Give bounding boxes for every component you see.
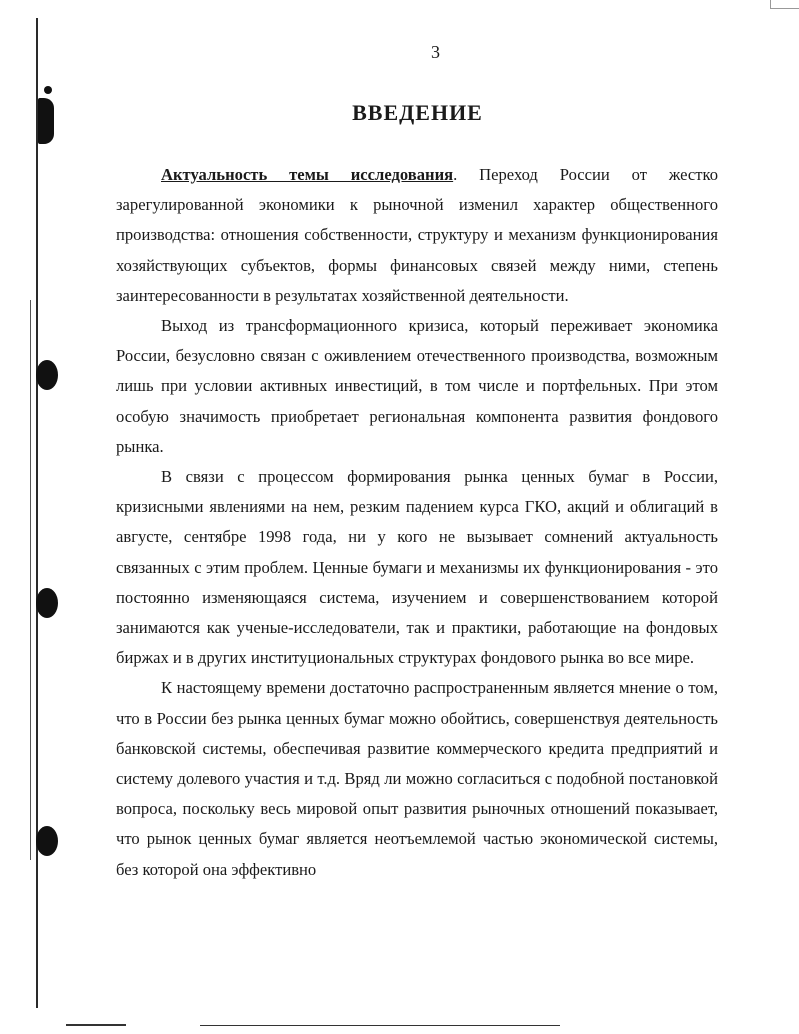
bottom-scan-rule (66, 1024, 126, 1026)
paragraph: К настоящему времени достаточно распространенным является мнение о том, что в России без рынка ценных бумаг можно обойтись, совершенствуя деятельность банковской системы, обеспечивая развитие коммерческого кредита предприятий и систему долевого участия и т.д. Вряд ли можно согласиться с подобной постановкой вопроса, поскольку весь мировой опыт развития рыночных отношений показывает, что рынок ценных бумаг является неотъемлемой частью экономической системы, без которой она эффективно (116, 678, 718, 879)
binding-edge-line (36, 18, 38, 1008)
binding-edge-line-secondary (30, 300, 31, 860)
paragraph (116, 160, 718, 311)
paragraph: В связи с процессом формирования рынка ценных бумаг в России, кризисными явлениями на нем, резким падением курса ГКО, акций и облигаций в августе, сентябре 1998 года, ни у кого не вызывает сомнений актуальность связанных с этим проблем. Ценные бумаги и механизмы их функционирования - это постоянно изменяющаяся система, изучением и совершенствованием которой занимаются как ученые-исследователи, так и практики, работающие на фондовых биржах и в других институциональных структурах фондового рынка во все мире. (116, 467, 718, 668)
bottom-scan-rule (200, 1025, 560, 1026)
binding-hole-small (44, 86, 52, 94)
body-text (116, 160, 718, 885)
paragraph-text: . Переход России от жестко зарегулированной экономики к рыночной изменил характер общественного производства: отношения собственности, структуру и механизм функционирования хозяйствующих субъектов, формы финансовых связей между ними, степень заинтересованности в результатах хозяйственной деятельности. (116, 165, 718, 305)
page-number: 3 (431, 42, 440, 62)
punch-hole (36, 826, 58, 856)
lead-term: Актуальность темы исследования (161, 165, 454, 184)
section-heading: ВВЕДЕНИЕ (352, 100, 483, 125)
paragraph: Выход из трансформационного кризиса, который переживает экономика России, безусловно связан с оживлением отечественного производства, возможным лишь при условии активных инвестиций, в том числе и портфельных. При этом особую значимость приобретает региональная компонента развития фондового рынка. (116, 316, 718, 456)
punch-hole (36, 360, 58, 390)
punch-hole (36, 588, 58, 618)
corner-mark (770, 0, 799, 9)
